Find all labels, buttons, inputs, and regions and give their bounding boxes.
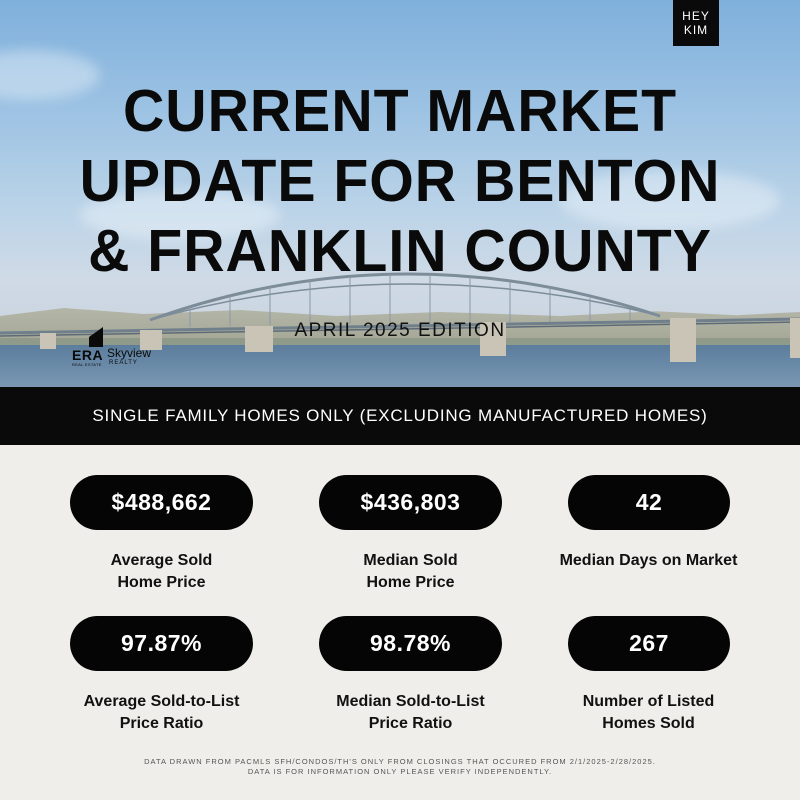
stat-label-line: Homes Sold [602, 715, 695, 732]
hero-section [0, 0, 800, 387]
badge-line-1: HEY [682, 9, 710, 23]
title-line-1: CURRENT MARKET [122, 78, 678, 144]
stat-label [527, 550, 770, 572]
stat-label-line: Number of Listed [582, 693, 715, 710]
page-title [12, 76, 788, 286]
stat-label [289, 550, 532, 594]
stat-label-line: Home Price [366, 574, 455, 591]
hey-kim-badge [673, 0, 719, 46]
stat-value-pill: 42 [568, 475, 730, 530]
edition-subtitle: APRIL 2025 EDITION [294, 320, 506, 341]
stat-label-line: Average Sold-to-List [83, 693, 240, 710]
stat-label-line: Median Days on Market [559, 552, 738, 569]
stat-label-line: Median Sold-to-List [336, 693, 485, 710]
stat-label-line: Price Ratio [119, 715, 204, 732]
stat-label-line: Price Ratio [368, 715, 453, 732]
data-disclaimer [0, 757, 800, 777]
title-line-2: UPDATE FOR BENTON [79, 148, 721, 214]
logo-skyview-text: Skyview [107, 346, 152, 360]
logo-era-subtext: REAL ESTATE [72, 362, 102, 367]
stat-value-pill: 98.78% [319, 616, 502, 671]
title-line-3: & FRANKLIN COUNTY [88, 218, 712, 284]
stat-label [40, 550, 283, 594]
era-skyview-logo [72, 327, 172, 371]
disclaimer-line-1: DATA DRAWN FROM PACMLS SFH/CONDOS/TH'S ONLY FROM CLOSINGS THAT OCCURED FROM 2/1/2025-2/28/2025. [144, 757, 656, 766]
logo-realty-text: REALTY [109, 360, 138, 366]
stat-label-line: Home Price [117, 574, 206, 591]
house-mark-icon [89, 327, 111, 347]
disclaimer-line-2: DATA IS FOR INFORMATION ONLY PLEASE VERIFY INDEPENDENTLY. [247, 767, 553, 776]
stat-value-pill: $488,662 [70, 475, 253, 530]
stat-value-pill: $436,803 [319, 475, 502, 530]
property-type-banner: SINGLE FAMILY HOMES ONLY (EXCLUDING MANUFACTURED HOMES) [0, 387, 800, 445]
stat-label-line: Median Sold [363, 552, 458, 569]
stat-value-pill: 267 [568, 616, 730, 671]
stat-label [40, 691, 283, 735]
stat-label [527, 691, 770, 735]
logo-era-text: ERA [72, 347, 104, 363]
stat-label [289, 691, 532, 735]
stat-value-pill: 97.87% [70, 616, 253, 671]
badge-line-2: KIM [683, 23, 709, 37]
stat-label-line: Average Sold [110, 552, 213, 569]
